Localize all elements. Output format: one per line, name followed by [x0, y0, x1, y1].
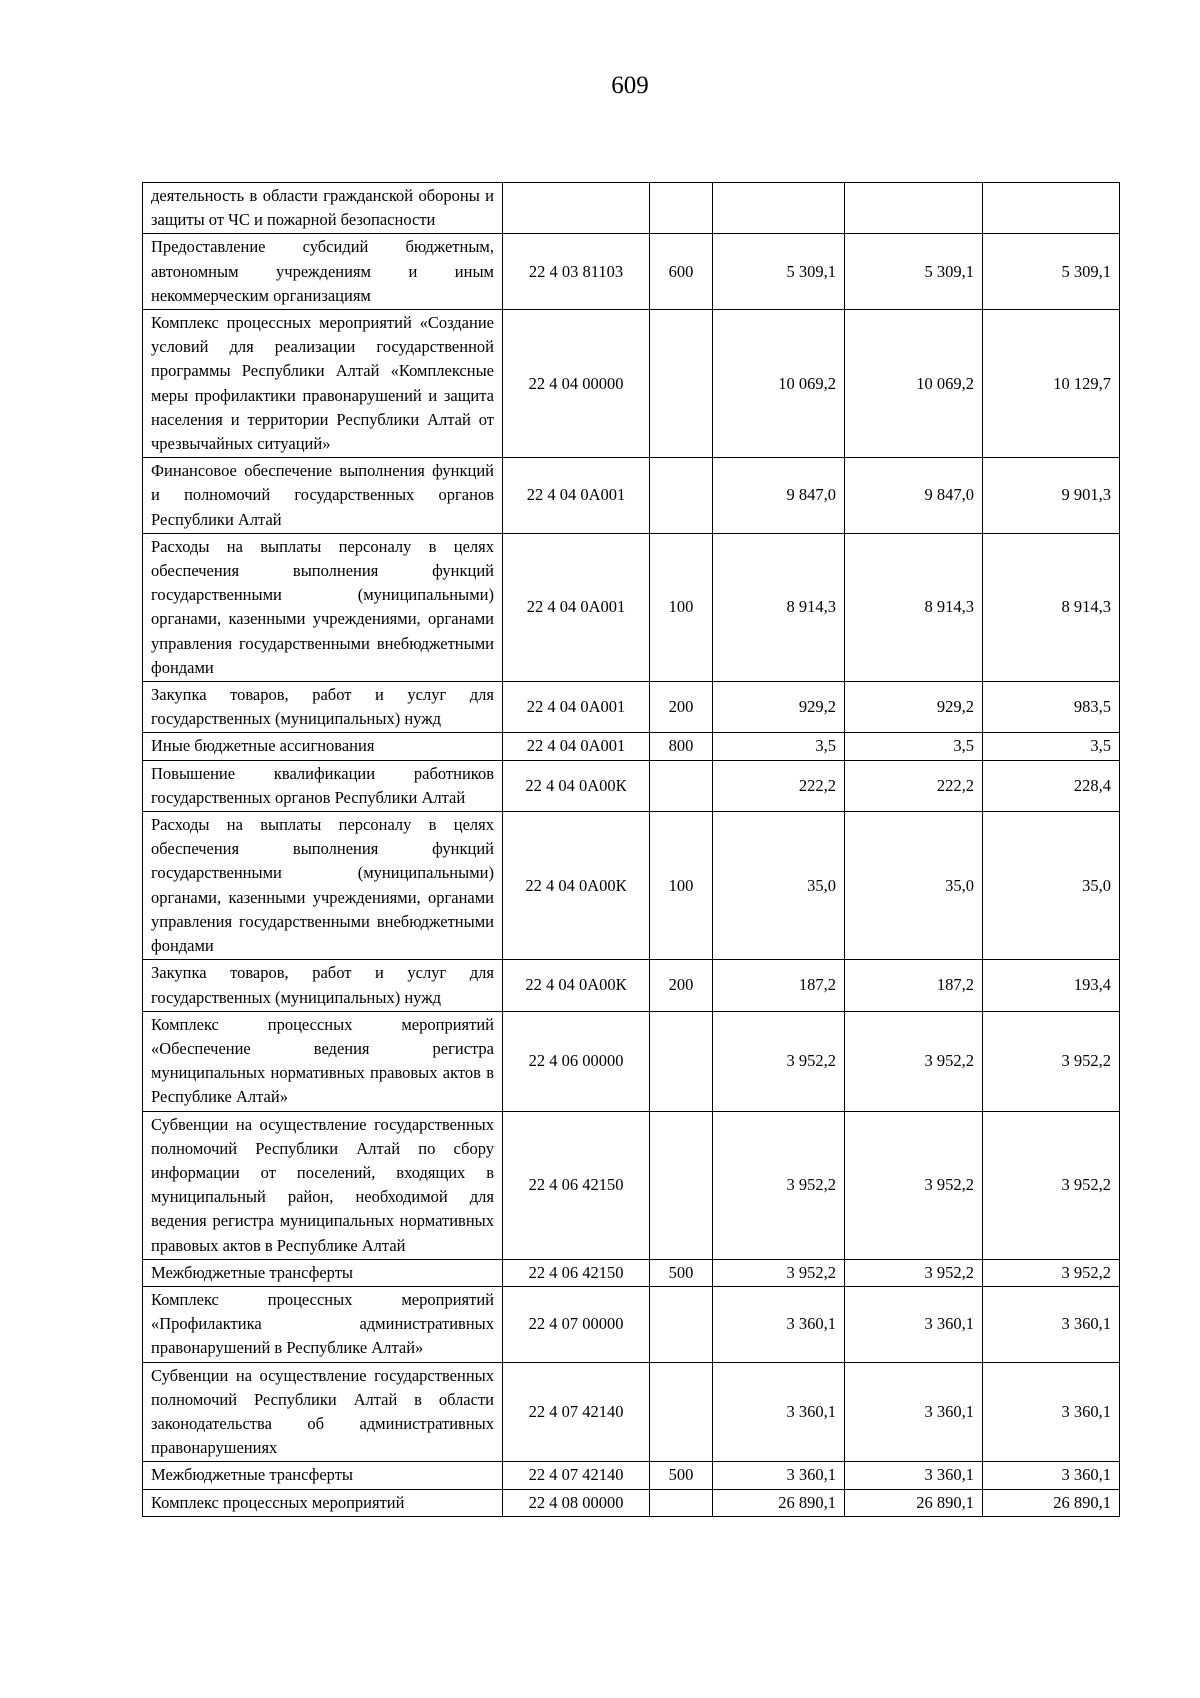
- table-row: [143, 733, 1120, 760]
- amount-year2-cell: 3 360,1: [845, 1462, 983, 1489]
- table-row: [143, 960, 1120, 1011]
- amount-year1-cell: 5 309,1: [713, 234, 845, 310]
- table-row: [143, 458, 1120, 534]
- target-code-cell: 22 4 06 42150: [503, 1111, 650, 1259]
- amount-year2-cell: 10 069,2: [845, 310, 983, 458]
- amount-year3-cell: 26 890,1: [983, 1489, 1120, 1516]
- table-row: [143, 234, 1120, 310]
- target-code-cell: 22 4 07 42140: [503, 1362, 650, 1462]
- amount-year1-cell: 10 069,2: [713, 310, 845, 458]
- amount-year1-cell: 3,5: [713, 733, 845, 760]
- target-code-cell: 22 4 04 0А00К: [503, 760, 650, 811]
- expense-type-cell: [650, 183, 713, 234]
- item-name-cell: Комплекс процессных мероприятий «Профилактика административных правонарушений в Республике Алтай»: [143, 1286, 503, 1362]
- amount-year1-cell: 3 360,1: [713, 1362, 845, 1462]
- table-row: [143, 760, 1120, 811]
- expense-type-cell: [650, 1111, 713, 1259]
- amount-year2-cell: 35,0: [845, 812, 983, 960]
- amount-year2-cell: 5 309,1: [845, 234, 983, 310]
- item-name-cell: Предоставление субсидий бюджетным, автономным учреждениям и иным некоммерческим организациям: [143, 234, 503, 310]
- item-name-cell: Расходы на выплаты персоналу в целях обеспечения выполнения функций государственными (муниципальными) органами, казенными учреждениями, органами управления государственными внебюджетными фондами: [143, 812, 503, 960]
- expense-type-cell: [650, 1489, 713, 1516]
- amount-year2-cell: 3 952,2: [845, 1011, 983, 1111]
- item-name-cell: Повышение квалификации работников государственных органов Республики Алтай: [143, 760, 503, 811]
- amount-year1-cell: 187,2: [713, 960, 845, 1011]
- expense-type-cell: 800: [650, 733, 713, 760]
- item-name-cell: деятельность в области гражданской обороны и защиты от ЧС и пожарной безопасности: [143, 183, 503, 234]
- amount-year3-cell: 3 360,1: [983, 1462, 1120, 1489]
- amount-year1-cell: 3 952,2: [713, 1011, 845, 1111]
- table-row: [143, 1462, 1120, 1489]
- amount-year2-cell: 222,2: [845, 760, 983, 811]
- amount-year2-cell: 929,2: [845, 682, 983, 733]
- expense-type-cell: [650, 1362, 713, 1462]
- table-row: [143, 1362, 1120, 1462]
- amount-year3-cell: 3 952,2: [983, 1011, 1120, 1111]
- amount-year2-cell: 26 890,1: [845, 1489, 983, 1516]
- amount-year3-cell: 3 360,1: [983, 1286, 1120, 1362]
- table-row: [143, 533, 1120, 681]
- table-row: [143, 183, 1120, 234]
- amount-year1-cell: 35,0: [713, 812, 845, 960]
- amount-year1-cell: 222,2: [713, 760, 845, 811]
- item-name-cell: Комплекс процессных мероприятий: [143, 1489, 503, 1516]
- table-row: [143, 1259, 1120, 1286]
- amount-year1-cell: 3 360,1: [713, 1286, 845, 1362]
- item-name-cell: Субвенции на осуществление государственных полномочий Республики Алтай по сбору информации от поселений, входящих в муниципальный район, необходимой для ведения регистра муниципальных нормативных правовых актов в Республике Алтай: [143, 1111, 503, 1259]
- target-code-cell: 22 4 03 81103: [503, 234, 650, 310]
- item-name-cell: Закупка товаров, работ и услуг для государственных (муниципальных) нужд: [143, 960, 503, 1011]
- item-name-cell: Субвенции на осуществление государственных полномочий Республики Алтай в области законодательства об административных правонарушениях: [143, 1362, 503, 1462]
- target-code-cell: 22 4 04 0А001: [503, 533, 650, 681]
- budget-table: [142, 182, 1120, 1517]
- table-row: [143, 1286, 1120, 1362]
- target-code-cell: 22 4 04 00000: [503, 310, 650, 458]
- amount-year3-cell: 8 914,3: [983, 533, 1120, 681]
- amount-year3-cell: 35,0: [983, 812, 1120, 960]
- table-row: [143, 1489, 1120, 1516]
- expense-type-cell: 500: [650, 1259, 713, 1286]
- item-name-cell: Финансовое обеспечение выполнения функций и полномочий государственных органов Республики Алтай: [143, 458, 503, 534]
- page-number: 609: [611, 72, 649, 99]
- amount-year3-cell: 9 901,3: [983, 458, 1120, 534]
- expense-type-cell: [650, 310, 713, 458]
- expense-type-cell: 600: [650, 234, 713, 310]
- amount-year1-cell: 8 914,3: [713, 533, 845, 681]
- item-name-cell: Расходы на выплаты персоналу в целях обеспечения выполнения функций государственными (муниципальными) органами, казенными учреждениями, органами управления государственными внебюджетными фондами: [143, 533, 503, 681]
- target-code-cell: 22 4 06 00000: [503, 1011, 650, 1111]
- item-name-cell: Межбюджетные трансферты: [143, 1259, 503, 1286]
- target-code-cell: 22 4 04 0А00К: [503, 812, 650, 960]
- item-name-cell: Комплекс процессных мероприятий «Создание условий для реализации государственной программы Республики Алтай «Комплексные меры профилактики правонарушений и защита населения и территории Республики Алтай от чрезвычайных ситуаций»: [143, 310, 503, 458]
- table-row: [143, 310, 1120, 458]
- amount-year3-cell: 10 129,7: [983, 310, 1120, 458]
- amount-year1-cell: 9 847,0: [713, 458, 845, 534]
- expense-type-cell: [650, 1011, 713, 1111]
- expense-type-cell: 200: [650, 682, 713, 733]
- target-code-cell: 22 4 04 0А001: [503, 682, 650, 733]
- amount-year2-cell: 3,5: [845, 733, 983, 760]
- amount-year3-cell: [983, 183, 1120, 234]
- expense-type-cell: 200: [650, 960, 713, 1011]
- amount-year2-cell: [845, 183, 983, 234]
- expense-type-cell: [650, 760, 713, 811]
- amount-year1-cell: 929,2: [713, 682, 845, 733]
- target-code-cell: 22 4 08 00000: [503, 1489, 650, 1516]
- amount-year3-cell: 3 952,2: [983, 1111, 1120, 1259]
- amount-year2-cell: 8 914,3: [845, 533, 983, 681]
- amount-year3-cell: 3 360,1: [983, 1362, 1120, 1462]
- target-code-cell: 22 4 04 0А00К: [503, 960, 650, 1011]
- expense-type-cell: [650, 1286, 713, 1362]
- amount-year3-cell: 3 952,2: [983, 1259, 1120, 1286]
- item-name-cell: Иные бюджетные ассигнования: [143, 733, 503, 760]
- target-code-cell: 22 4 04 0А001: [503, 733, 650, 760]
- amount-year3-cell: 228,4: [983, 760, 1120, 811]
- amount-year3-cell: 193,4: [983, 960, 1120, 1011]
- amount-year1-cell: 26 890,1: [713, 1489, 845, 1516]
- expense-type-cell: 500: [650, 1462, 713, 1489]
- amount-year1-cell: [713, 183, 845, 234]
- amount-year2-cell: 3 360,1: [845, 1362, 983, 1462]
- amount-year2-cell: 3 360,1: [845, 1286, 983, 1362]
- expense-type-cell: 100: [650, 533, 713, 681]
- amount-year1-cell: 3 952,2: [713, 1259, 845, 1286]
- target-code-cell: 22 4 07 00000: [503, 1286, 650, 1362]
- table-row: [143, 1011, 1120, 1111]
- amount-year1-cell: 3 952,2: [713, 1111, 845, 1259]
- table-row: [143, 1111, 1120, 1259]
- target-code-cell: 22 4 07 42140: [503, 1462, 650, 1489]
- expense-type-cell: 100: [650, 812, 713, 960]
- table-row: [143, 812, 1120, 960]
- item-name-cell: Межбюджетные трансферты: [143, 1462, 503, 1489]
- amount-year2-cell: 187,2: [845, 960, 983, 1011]
- item-name-cell: Комплекс процессных мероприятий «Обеспечение ведения регистра муниципальных нормативных правовых актов в Республике Алтай»: [143, 1011, 503, 1111]
- amount-year3-cell: 3,5: [983, 733, 1120, 760]
- amount-year3-cell: 5 309,1: [983, 234, 1120, 310]
- item-name-cell: Закупка товаров, работ и услуг для государственных (муниципальных) нужд: [143, 682, 503, 733]
- amount-year1-cell: 3 360,1: [713, 1462, 845, 1489]
- amount-year3-cell: 983,5: [983, 682, 1120, 733]
- target-code-cell: 22 4 06 42150: [503, 1259, 650, 1286]
- expense-type-cell: [650, 458, 713, 534]
- table-row: [143, 682, 1120, 733]
- amount-year2-cell: 3 952,2: [845, 1259, 983, 1286]
- target-code-cell: 22 4 04 0А001: [503, 458, 650, 534]
- target-code-cell: [503, 183, 650, 234]
- amount-year2-cell: 9 847,0: [845, 458, 983, 534]
- amount-year2-cell: 3 952,2: [845, 1111, 983, 1259]
